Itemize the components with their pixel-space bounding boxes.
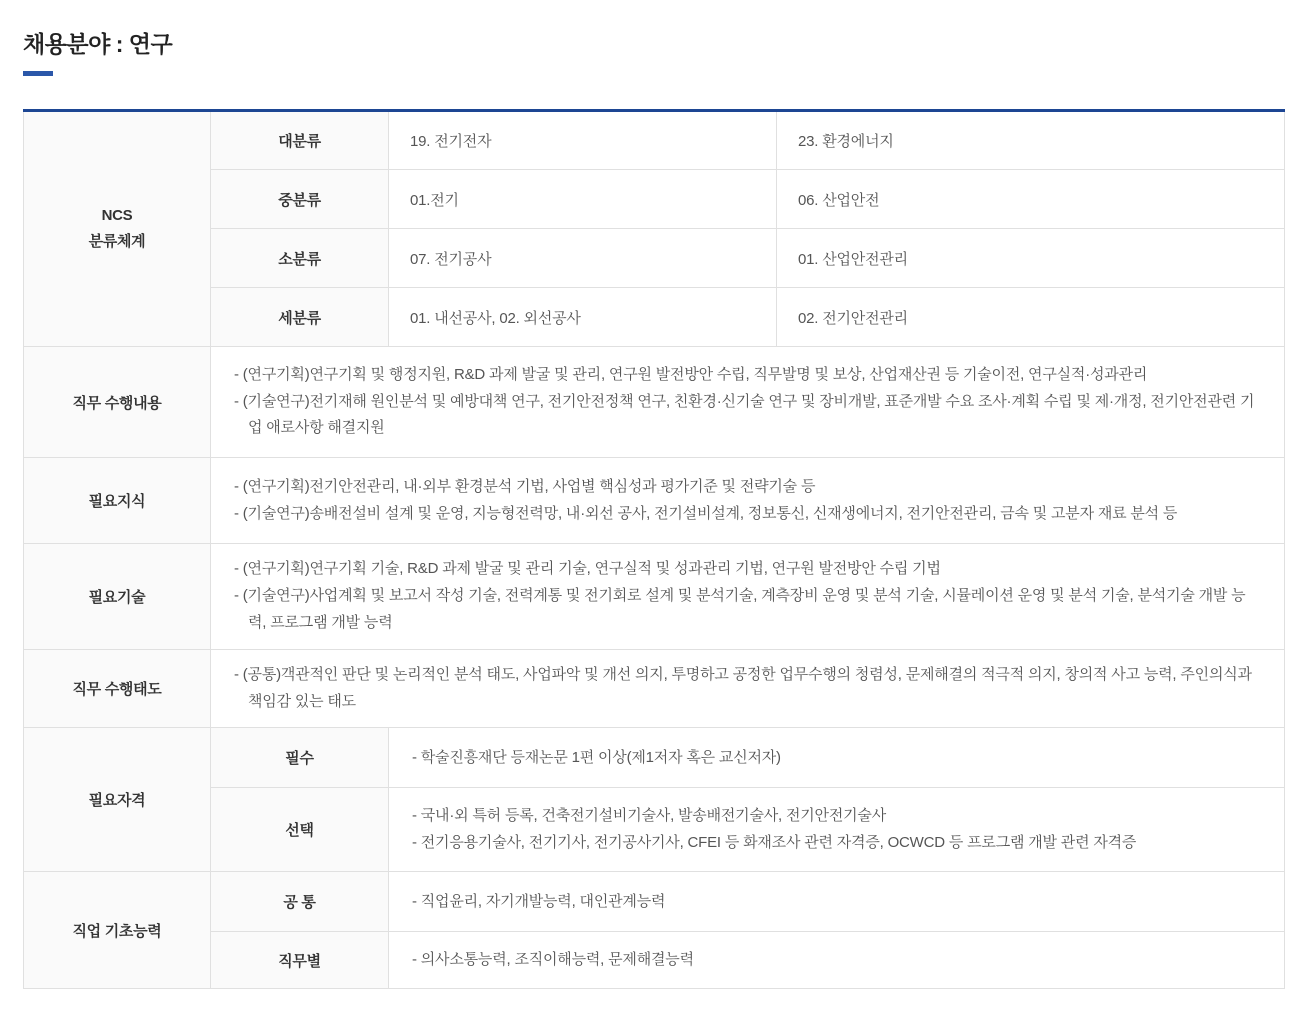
ncs-category-detail: 세분류 xyxy=(211,288,389,347)
row-header-attitude: 직무 수행태도 xyxy=(24,650,211,728)
qualification-required-content xyxy=(389,728,1285,788)
skills-line: - (기술연구)사업계획 및 보고서 작성 기술, 전력계통 및 전기회로 설계 및 분석기술, 계측장비 운영 및 분석 기술, 시뮬레이션 운영 및 분석 기술, 분석기술 개발 능력, 프로그램 개발 능력 xyxy=(234,587,1246,631)
basic-common-line: - 직업윤리, 자기개발능력, 대인관계능력 xyxy=(412,892,666,910)
row-header-qualifications: 필요자격 xyxy=(24,728,211,872)
basic-common-label: 공 통 xyxy=(211,872,389,932)
page-title: 채용분야 : 연구 xyxy=(23,31,173,57)
ncs-value-detail-2: 02. 전기안전관리 xyxy=(777,288,1285,347)
ncs-value-major-1: 19. 전기전자 xyxy=(389,111,777,170)
qualification-optional-line: - 국내·외 특허 등록, 건축전기설비기술사, 발송배전기술사, 전기안전기술사 xyxy=(412,807,887,825)
ncs-label-line2: 분류체계 xyxy=(88,233,146,250)
row-header-basic-abilities: 직업 기초능력 xyxy=(24,872,211,989)
table-row-skills xyxy=(24,544,1285,650)
table-row-attitude xyxy=(24,650,1285,728)
table-row-knowledge xyxy=(24,458,1285,544)
basic-byjob-content xyxy=(389,932,1285,989)
ncs-label-line1: NCS xyxy=(101,206,133,224)
qualification-optional-line: - 전기응용기술사, 전기기사, 전기공사기사, CFEI 등 화재조사 관련 자격증, OCWCD 등 프로그램 개발 관련 자격증 xyxy=(412,833,1137,851)
ncs-value-small-2: 01. 산업안전관리 xyxy=(777,229,1285,288)
qualification-optional-content xyxy=(389,788,1285,872)
qualification-optional-label: 선택 xyxy=(211,788,389,872)
qualification-required-label: 필수 xyxy=(211,728,389,788)
ncs-value-detail-1: 01. 내선공사, 02. 외선공사 xyxy=(389,288,777,347)
table-row-ncs-small xyxy=(24,229,1285,288)
basic-byjob-line: - 의사소통능력, 조직이해능력, 문제해결능력 xyxy=(412,951,694,969)
attitude-line: - (공통)객관적인 판단 및 논리적인 분석 태도, 사업파악 및 개선 의지, 투명하고 공정한 업무수행의 청렴성, 문제해결의 적극적 의지, 창의적 사고 능력, 주인의식과 책임감 있는 태도 xyxy=(234,666,1252,710)
attitude-content xyxy=(211,650,1285,728)
ncs-value-major-2: 23. 환경에너지 xyxy=(777,111,1285,170)
table-row-duties xyxy=(24,347,1285,458)
row-header-knowledge: 필요지식 xyxy=(24,458,211,544)
table-row-ncs-middle xyxy=(24,170,1285,229)
table-row-ncs-detail xyxy=(24,288,1285,347)
recruitment-spec-table xyxy=(23,109,1285,989)
title-accent-bar xyxy=(23,71,53,76)
basic-byjob-label: 직무별 xyxy=(211,932,389,989)
duties-content xyxy=(211,347,1285,458)
ncs-value-small-1: 07. 전기공사 xyxy=(389,229,777,288)
ncs-value-middle-2: 06. 산업안전 xyxy=(777,170,1285,229)
ncs-category-middle: 중분류 xyxy=(211,170,389,229)
duties-line: - (연구기획)연구기획 및 행정지원, R&D 과제 발굴 및 관리, 연구원 발전방안 수립, 직무발명 및 보상, 산업재산권 등 기술이전, 연구실적·성과관리 xyxy=(234,365,1148,383)
table-row-basic-byjob xyxy=(24,932,1285,989)
skills-line: - (연구기획)연구기획 기술, R&D 과제 발굴 및 관리 기술, 연구실적 및 성과관리 기법, 연구원 발전방안 수립 기법 xyxy=(234,560,941,578)
table-row-qualification-optional xyxy=(24,788,1285,872)
knowledge-line: - (연구기획)전기안전관리, 내·외부 환경분석 기법, 사업별 핵심성과 평가기준 및 전략기술 등 xyxy=(234,477,816,495)
skills-content xyxy=(211,544,1285,650)
row-header-duties: 직무 수행내용 xyxy=(24,347,211,458)
knowledge-content xyxy=(211,458,1285,544)
table-row-ncs-major xyxy=(24,111,1285,170)
table-row-basic-common xyxy=(24,872,1285,932)
ncs-category-major: 대분류 xyxy=(211,111,389,170)
ncs-category-small: 소분류 xyxy=(211,229,389,288)
ncs-value-middle-1: 01.전기 xyxy=(389,170,777,229)
basic-common-content xyxy=(389,872,1285,932)
knowledge-line: - (기술연구)송배전설비 설계 및 운영, 지능형전력망, 내·외선 공사, 전기설비설계, 정보통신, 신재생에너지, 전기안전관리, 금속 및 고분자 재료 분석 등 xyxy=(234,504,1178,522)
duties-line: - (기술연구)전기재해 원인분석 및 예방대책 연구, 전기안전정책 연구, 친환경·신기술 연구 및 장비개발, 표준개발 수요 조사·계획 수립 및 제·개정, 전기안전관련 기업 애로사항 해결지원 xyxy=(234,392,1255,437)
row-header-ncs xyxy=(24,111,211,347)
row-header-skills: 필요기술 xyxy=(24,544,211,650)
ncs-label xyxy=(24,203,210,256)
table-row-qualification-required xyxy=(24,728,1285,788)
qualification-required-line: - 학술진흥재단 등재논문 1편 이상(제1저자 혹은 교신저자) xyxy=(412,748,781,766)
